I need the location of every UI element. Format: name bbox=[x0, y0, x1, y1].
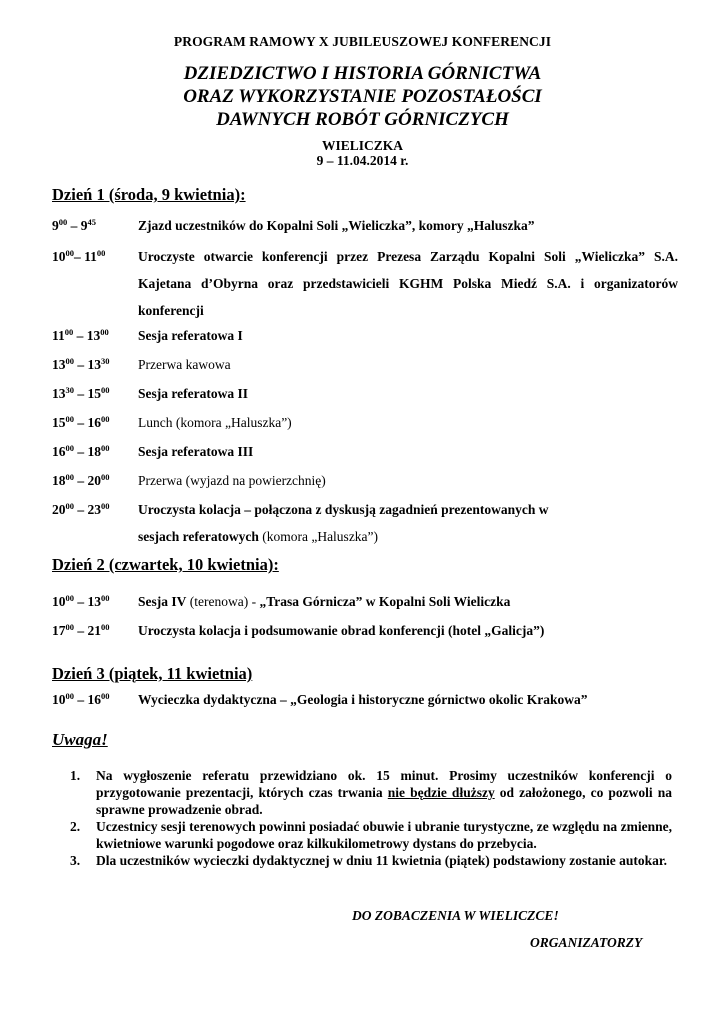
title-line-1: DZIEDZICTWO I HISTORIA GÓRNICTWA bbox=[183, 63, 542, 84]
event-description: Zjazd uczestników do Kopalni Soli „Wieliczka”, komory „Haluszka” bbox=[138, 218, 535, 233]
event-description: Uroczyste otwarcie konferencji przez Prezesa Zarządu Kopalni Soli „Wieliczka” S.A. Kajetana d’Obyrna oraz przedstawicieli KGHM Polska Miedź S.A. i organizatorów konferencji bbox=[138, 249, 678, 318]
conference-title bbox=[0, 62, 725, 131]
time-range: $10^{00}-$ $11^{00}$ bbox=[52, 248, 106, 264]
signature: ORGANIZATORZY bbox=[530, 935, 643, 950]
time-range: $20^{00} - 23^{00}$ bbox=[52, 501, 110, 517]
event-description: Lunch (komora „Haluszka”) bbox=[138, 415, 292, 430]
title-line-2: ORAZ WYKORZYSTANIE POZOSTAŁOŚCI bbox=[183, 86, 542, 107]
event-description: Sesja referatowa III bbox=[138, 444, 254, 459]
day-3-heading: Dzień 3 (piątek, 11 kwietnia) bbox=[52, 664, 253, 683]
time-range: $15^{00} - 16^{00}$ bbox=[52, 414, 110, 430]
time-range: $17^{00} - 21^{00}$ bbox=[52, 622, 110, 638]
conference-dates: 9 – 11.04.2014 r. bbox=[316, 153, 409, 168]
event-description: Uroczysta kolacja i podsumowanie obrad konferencji (hotel „Galicja”) bbox=[138, 623, 545, 638]
time-range: $13^{30} - 15^{00}$ bbox=[52, 385, 110, 401]
day-1-heading: Dzień 1 (środa, 9 kwietnia): bbox=[52, 185, 246, 204]
notice-heading: Uwaga! bbox=[52, 730, 108, 749]
time-range: $13^{00} - 13^{30}$ bbox=[52, 356, 110, 372]
time-range: $18^{00} - 20^{00}$ bbox=[52, 472, 110, 488]
venue-name: WIELICZKA bbox=[321, 138, 404, 153]
program-heading: PROGRAM RAMOWY X JUBILEUSZOWEJ KONFERENCJI bbox=[173, 34, 552, 49]
time-range: $9^{00} - 9^{45}$ bbox=[52, 217, 96, 233]
notice-item: 2. Uczestnicy sesji terenowych powinni posiadać obuwie i ubranie turystyczne, ze względu na zmienne, kwietniowe warunki pogodowe oraz kilkukilometrowy dystans do przebycia. bbox=[70, 819, 672, 851]
title-line-3: DAWNYCH ROBÓT GÓRNICZYCH bbox=[216, 109, 509, 130]
event-description: Sesja referatowa I bbox=[138, 328, 243, 343]
event-description: Sesja referatowa II bbox=[138, 386, 248, 401]
event-description: Przerwa (wyjazd na powierzchnię) bbox=[138, 473, 326, 488]
notice-list bbox=[70, 767, 672, 869]
notice-item: 1. Na wygłoszenie referatu przewidziano ok. 15 minut. Prosimy uczestników konferencji o przygotowanie prezentacji, których czas trwania nie będzie dłuższy od założonego, co pozwoli na sprawne prowadzenie obrad. bbox=[70, 768, 673, 817]
notice-item: 3. Dla uczestników wycieczki dydaktycznej w dniu 11 kwietnia (piątek) podstawiony zostanie autokar. bbox=[70, 853, 668, 868]
venue-block bbox=[0, 138, 725, 168]
time-range: $10^{00} - 16^{00}$ bbox=[52, 691, 110, 707]
event-description: Uroczysta kolacja – połączona z dyskusją zagadnień prezentowanych w sesjach referatowych (komora „Haluszka”) bbox=[138, 502, 549, 544]
closing-line: DO ZOBACZENIA W WIELICZCE! bbox=[352, 908, 559, 923]
day-2-heading: Dzień 2 (czwartek, 10 kwietnia): bbox=[52, 555, 279, 574]
time-range: $10^{00} - 13^{00}$ bbox=[52, 593, 110, 609]
time-range: $16^{00} - 18^{00}$ bbox=[52, 443, 110, 459]
event-description: Sesja IV (terenowa) - „Trasa Górnicza” w Kopalni Soli Wieliczka bbox=[138, 594, 511, 609]
event-description: Wycieczka dydaktyczna – „Geologia i historyczne górnictwo okolic Krakowa” bbox=[138, 692, 588, 707]
event-description: Przerwa kawowa bbox=[138, 357, 231, 372]
time-range: $11^{00} - 13^{00}$ bbox=[52, 327, 109, 343]
